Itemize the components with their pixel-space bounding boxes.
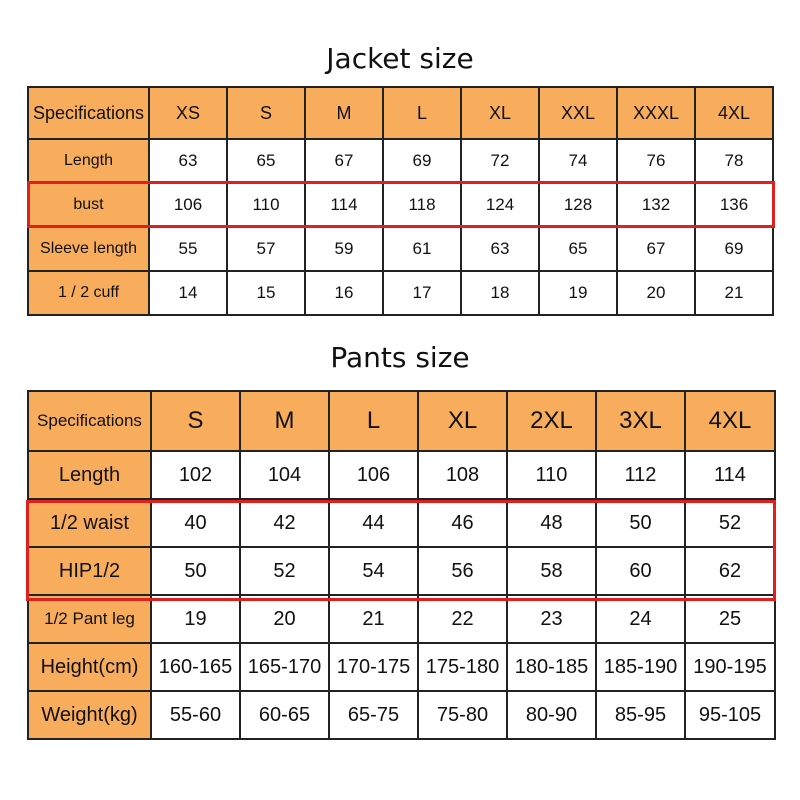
pants-size-header: L	[329, 391, 418, 451]
jacket-row-bust	[28, 183, 773, 227]
pants-cell: 112	[596, 451, 685, 499]
pants-size-header: 4XL	[685, 391, 775, 451]
jacket-cell: 118	[383, 183, 461, 227]
jacket-size-title: Jacket size	[326, 42, 474, 75]
pants-size-title: Pants size	[330, 341, 470, 374]
pants-cell: 42	[240, 499, 329, 547]
pants-cell: 80-90	[507, 691, 596, 739]
pants-row-label: Height(cm)	[28, 643, 151, 691]
pants-cell: 22	[418, 595, 507, 643]
jacket-cell: 67	[305, 139, 383, 183]
jacket-row-sleeve-length	[28, 227, 773, 271]
pants-cell: 60-65	[240, 691, 329, 739]
pants-cell: 50	[596, 499, 685, 547]
pants-cell: 160-165	[151, 643, 240, 691]
jacket-cell: 67	[617, 227, 695, 271]
pants-cell: 65-75	[329, 691, 418, 739]
jacket-cell: 74	[539, 139, 617, 183]
pants-cell: 104	[240, 451, 329, 499]
pants-cell: 56	[418, 547, 507, 595]
jacket-cell: 69	[695, 227, 773, 271]
jacket-cell: 19	[539, 271, 617, 315]
pants-cell: 110	[507, 451, 596, 499]
pants-size-header: XL	[418, 391, 507, 451]
pants-size-table	[27, 390, 776, 740]
pants-cell: 24	[596, 595, 685, 643]
jacket-cell: 124	[461, 183, 539, 227]
pants-row-length	[28, 451, 775, 499]
pants-cell: 21	[329, 595, 418, 643]
pants-spec-header: Specifications	[28, 391, 151, 451]
jacket-row-label: Length	[28, 139, 149, 183]
jacket-cell: 63	[149, 139, 227, 183]
jacket-cell: 55	[149, 227, 227, 271]
pants-cell: 52	[685, 499, 775, 547]
jacket-cell: 132	[617, 183, 695, 227]
jacket-row-label: bust	[28, 183, 149, 227]
pants-cell: 185-190	[596, 643, 685, 691]
pants-cell: 85-95	[596, 691, 685, 739]
pants-cell: 106	[329, 451, 418, 499]
pants-cell: 180-185	[507, 643, 596, 691]
pants-row-height	[28, 643, 775, 691]
pants-cell: 25	[685, 595, 775, 643]
jacket-size-header: XXXL	[617, 87, 695, 139]
pants-cell: 40	[151, 499, 240, 547]
jacket-cell: 59	[305, 227, 383, 271]
jacket-cell: 65	[539, 227, 617, 271]
jacket-cell: 78	[695, 139, 773, 183]
pants-cell: 58	[507, 547, 596, 595]
jacket-cell: 20	[617, 271, 695, 315]
pants-cell: 46	[418, 499, 507, 547]
jacket-cell: 106	[149, 183, 227, 227]
pants-row-label: Length	[28, 451, 151, 499]
jacket-cell: 69	[383, 139, 461, 183]
jacket-cell: 16	[305, 271, 383, 315]
pants-cell: 190-195	[685, 643, 775, 691]
jacket-size-header: M	[305, 87, 383, 139]
jacket-size-header: XS	[149, 87, 227, 139]
pants-size-header: 3XL	[596, 391, 685, 451]
pants-cell: 60	[596, 547, 685, 595]
jacket-cell: 17	[383, 271, 461, 315]
pants-cell: 75-80	[418, 691, 507, 739]
jacket-cell: 63	[461, 227, 539, 271]
pants-cell: 20	[240, 595, 329, 643]
pants-cell: 95-105	[685, 691, 775, 739]
jacket-row-label: 1 / 2 cuff	[28, 271, 149, 315]
pants-cell: 48	[507, 499, 596, 547]
pants-row-label: 1/2 waist	[28, 499, 151, 547]
pants-cell: 165-170	[240, 643, 329, 691]
jacket-cell: 21	[695, 271, 773, 315]
pants-cell: 62	[685, 547, 775, 595]
pants-row-weight	[28, 691, 775, 739]
jacket-cell: 65	[227, 139, 305, 183]
jacket-size-table	[27, 86, 774, 316]
jacket-header-row	[28, 87, 773, 139]
pants-cell: 114	[685, 451, 775, 499]
jacket-cell: 110	[227, 183, 305, 227]
pants-cell: 55-60	[151, 691, 240, 739]
jacket-cell: 18	[461, 271, 539, 315]
jacket-cell: 15	[227, 271, 305, 315]
pants-cell: 23	[507, 595, 596, 643]
pants-cell: 50	[151, 547, 240, 595]
jacket-cell: 136	[695, 183, 773, 227]
jacket-cell: 76	[617, 139, 695, 183]
pants-size-header: M	[240, 391, 329, 451]
pants-row-half-hip	[28, 547, 775, 595]
jacket-cell: 14	[149, 271, 227, 315]
pants-cell: 44	[329, 499, 418, 547]
jacket-cell: 57	[227, 227, 305, 271]
jacket-size-header: L	[383, 87, 461, 139]
pants-row-half-pant-leg	[28, 595, 775, 643]
pants-cell: 170-175	[329, 643, 418, 691]
jacket-cell: 72	[461, 139, 539, 183]
jacket-row-label: Sleeve length	[28, 227, 149, 271]
jacket-cell: 61	[383, 227, 461, 271]
pants-row-label: Weight(kg)	[28, 691, 151, 739]
jacket-cell: 114	[305, 183, 383, 227]
pants-cell: 102	[151, 451, 240, 499]
jacket-size-header: XL	[461, 87, 539, 139]
pants-cell: 108	[418, 451, 507, 499]
jacket-cell: 128	[539, 183, 617, 227]
jacket-row-half-cuff	[28, 271, 773, 315]
pants-cell: 52	[240, 547, 329, 595]
jacket-size-header: 4XL	[695, 87, 773, 139]
jacket-row-length	[28, 139, 773, 183]
pants-size-header: 2XL	[507, 391, 596, 451]
pants-cell: 54	[329, 547, 418, 595]
pants-row-label: HIP1/2	[28, 547, 151, 595]
pants-row-label: 1/2 Pant leg	[28, 595, 151, 643]
pants-cell: 19	[151, 595, 240, 643]
pants-cell: 175-180	[418, 643, 507, 691]
pants-row-half-waist	[28, 499, 775, 547]
pants-header-row	[28, 391, 775, 451]
jacket-size-header: XXL	[539, 87, 617, 139]
jacket-size-header: S	[227, 87, 305, 139]
jacket-spec-header: Specifications	[28, 87, 149, 139]
pants-size-header: S	[151, 391, 240, 451]
